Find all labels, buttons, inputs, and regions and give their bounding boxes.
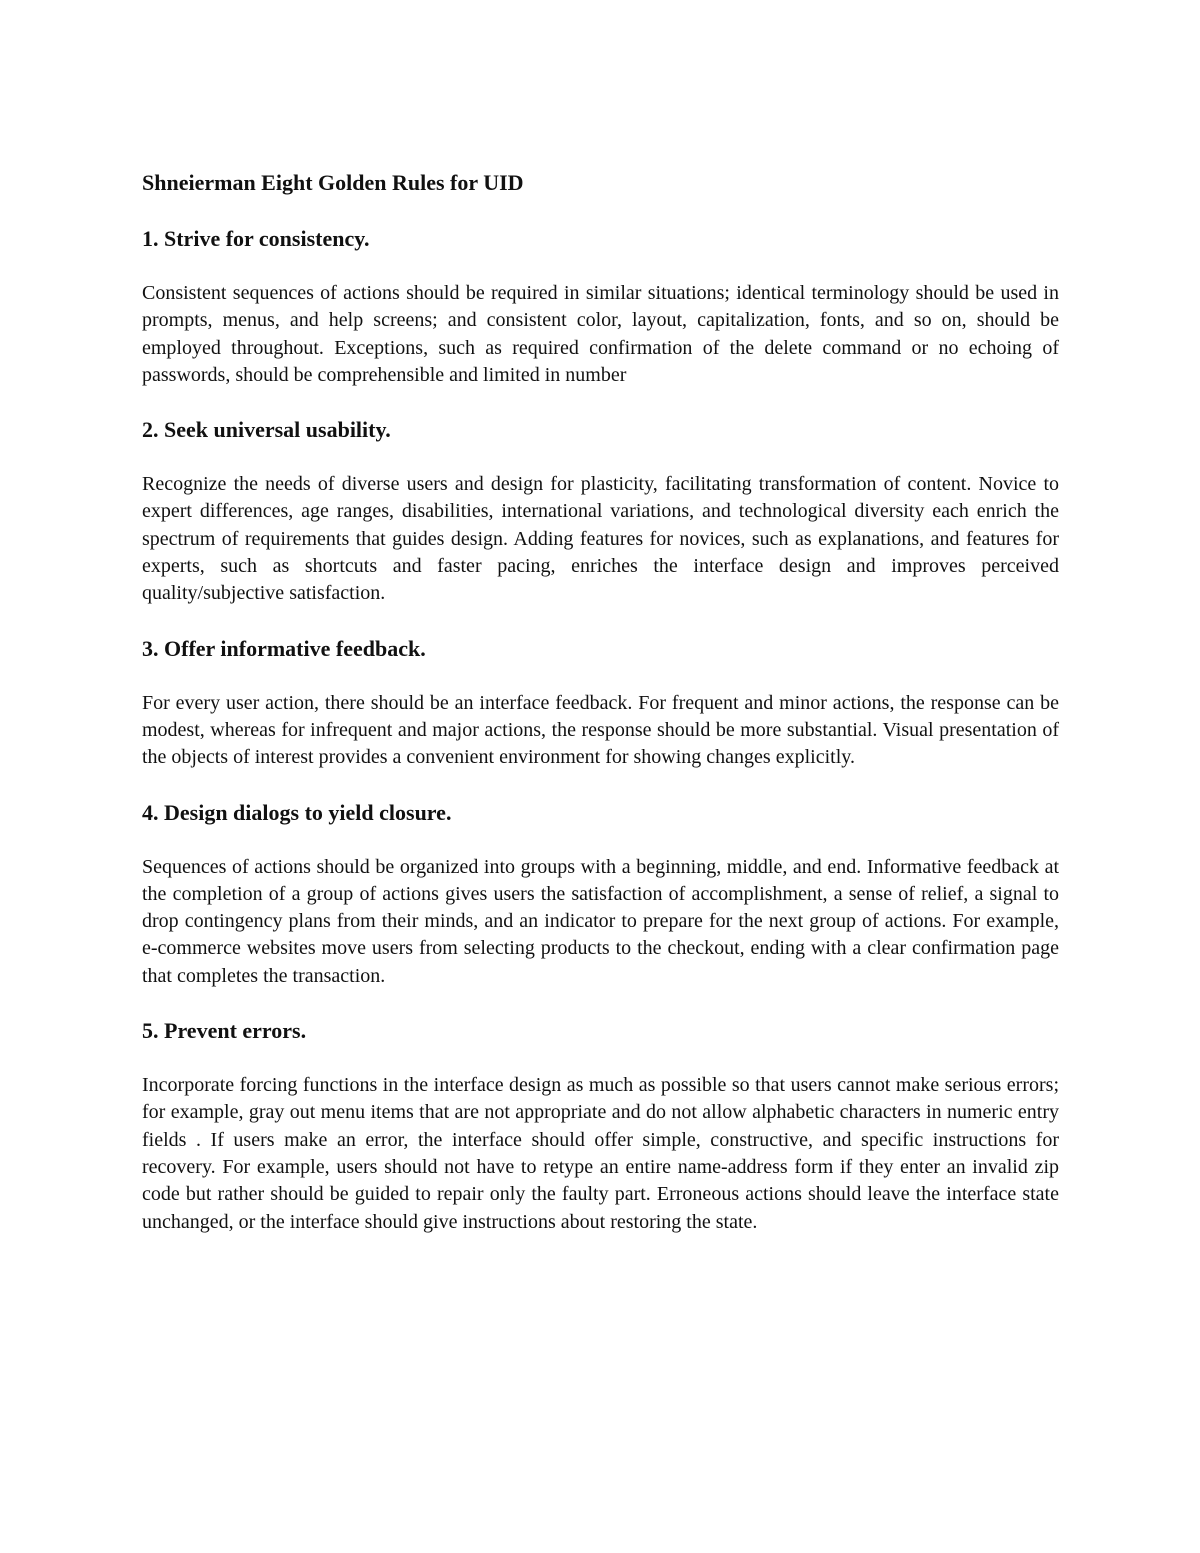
rule-section	[142, 798, 1059, 990]
rule-section	[142, 634, 1059, 772]
rule-heading: 4. Design dialogs to yield closure.	[142, 799, 452, 825]
rule-section	[142, 415, 1059, 607]
rule-body: Consistent sequences of actions should be required in similar situations; identical terminology should be used in prompts, menus, and help screens; and consistent color, layout, capitalization, fonts, and so on, should be employed throughout. Exceptions, such as required confirmation of the delete command or no echoing of passwords, should be comprehensible and limited in number	[142, 282, 1059, 386]
rule-heading: 1. Strive for consistency.	[142, 226, 370, 251]
rule-heading: 2. Seek universal usability.	[142, 417, 391, 443]
rule-body: For every user action, there should be an interface feedback. For frequent and minor actions, the response can be modest, whereas for infrequent and major actions, the response should be more substantial. Visual presentation of the objects of interest provides a convenient environment for showing changes explicitly.	[142, 691, 1059, 769]
document-title: Shneierman Eight Golden Rules for UID	[142, 170, 524, 195]
rule-body: Incorporate forcing functions in the interface design as much as possible so that users cannot make serious errors; for example, gray out menu items that are not appropriate and do not allow alphabetic characters in numeric entry fields . If users make an error, the interface should offer simple, constructive, and specific instructions for recovery. For example, users should not have to retype an entire name-address form if they enter an invalid zip code but rather should be guided to repair only the faulty part. Erroneous actions should leave the interface state unchanged, or the interface should give instructions about restoring the state.	[142, 1074, 1059, 1233]
rule-section	[142, 224, 1059, 389]
rule-heading: 5. Prevent errors.	[142, 1018, 307, 1044]
rule-heading: 3. Offer informative feedback.	[142, 635, 426, 661]
rule-body: Sequences of actions should be organized into groups with a beginning, middle, and end. Informative feedback at the completion of a group of actions gives users the satisfaction of accomplishment, a sense of relief, a signal to drop contingency plans from their minds, and an indicator to prepare for the next group of actions. For example, e-commerce websites move users from selecting products to the checkout, ending with a clear confirmation page that completes the transaction.	[142, 855, 1059, 987]
rule-body: Recognize the needs of diverse users and design for plasticity, facilitating transformation of content. Novice to expert differences, age ranges, disabilities, international variations, and technological diversity each enrich the spectrum of requirements that guides design. Adding features for novices, such as explanations, and features for experts, such as shortcuts and faster pacing, enriches the interface design and improves perceived quality/subjective satisfaction.	[142, 473, 1059, 605]
document-content	[142, 168, 1059, 1262]
rule-section	[142, 1016, 1059, 1236]
